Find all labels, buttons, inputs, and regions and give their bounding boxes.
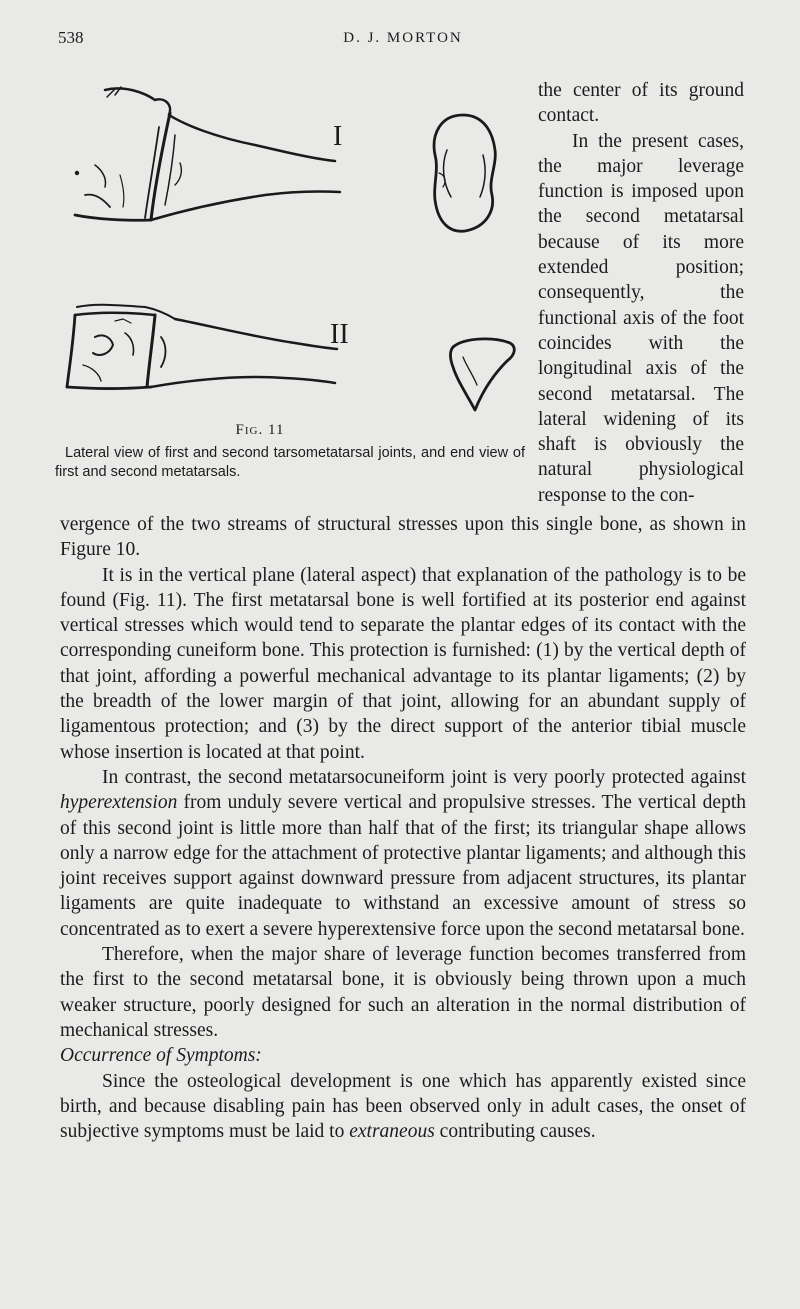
second-joint-lateral-drawing — [67, 305, 337, 389]
section-heading: Occurrence of Symptoms: — [60, 1045, 262, 1067]
paragraph — [60, 765, 746, 942]
second-metatarsal-end-view-drawing — [450, 339, 514, 410]
first-metatarsal-end-view-drawing — [434, 115, 495, 231]
page-number: 538 — [58, 28, 84, 47]
paragraph-continuation: the center of its ground contact. — [538, 80, 744, 127]
body-text — [60, 512, 746, 1144]
text-run: In contrast, the second metatarsocuneiform joint is very poorly protected against — [102, 766, 746, 788]
roman-numeral-1: I — [333, 121, 343, 152]
figure-11-illustration — [55, 75, 530, 420]
emphasis-hyperextension: hyperextension — [60, 792, 178, 814]
text-run: Since the osteological development is one which has apparently existed since birth, and because disabling pain has been observed only in adult cases, the onset of subjective symptoms must be laid to — [60, 1070, 746, 1143]
text-run: contributing causes. — [434, 1121, 596, 1143]
text-run: from unduly severe vertical and propulsive stresses. The vertical depth of this second joint is little more than half that of the first; its triangular shape allows only a narrow edge for the attachment of protective plantar ligaments; and although this joint receives support against downward pressure from adjacent structures, its plantar ligaments are quite inadequate to withstand an excessive amount of stress so concentrated as to exert a severe hyperextensive force upon the second metatarsal bone. — [60, 792, 746, 940]
paragraph: In the present cases, the major leverage function is imposed upon the second metatarsal because of its more extended position; consequently, the functional axis of the foot coincides with the longitudinal axis of the second metatarsal. The lateral widening of its shaft is obviously the natural physiological response to the con- — [538, 130, 744, 506]
emphasis-extraneous: extraneous — [349, 1121, 435, 1143]
roman-numeral-2: II — [330, 319, 349, 350]
paragraph-continuation: vergence of the two streams of structural stresses upon this single bone, as shown in Figure 10. — [60, 514, 746, 561]
paragraph: Therefore, when the major share of leverage function becomes transferred from the first to the second metatarsal bone, it is obviously being thrown upon a much weaker structure, poorly designed for such an alteration in the normal distribution of mechanical stresses. — [60, 944, 746, 1041]
paragraph: It is in the vertical plane (lateral aspect) that explanation of the pathology is to be found (Fig. 11). The first metatarsal bone is well fortified at its posterior end against vertical stresses which would tend to separate the plantar edges of its contact with the corresponding cuneiform bone. This protection is furnished: (1) by the vertical depth of that joint, affording a powerful mechanical advantage to its plantar ligaments; (2) by the breadth of the lower margin of that joint, allowing for an abundant supply of ligamentous protection; and (3) by the direct support of the anterior tibial muscle whose insertion is located at that point. — [60, 564, 746, 763]
running-head: D. J. MORTON — [343, 30, 463, 46]
paragraph — [60, 1069, 746, 1145]
first-joint-lateral-drawing — [75, 87, 343, 220]
side-column-text — [538, 78, 744, 508]
figure-caption: Lateral view of first and second tarsometatarsal joints, and end view of first and second metatarsals. — [55, 445, 525, 480]
figure-label: Fig. 11 — [235, 422, 285, 438]
page-header — [58, 28, 748, 54]
